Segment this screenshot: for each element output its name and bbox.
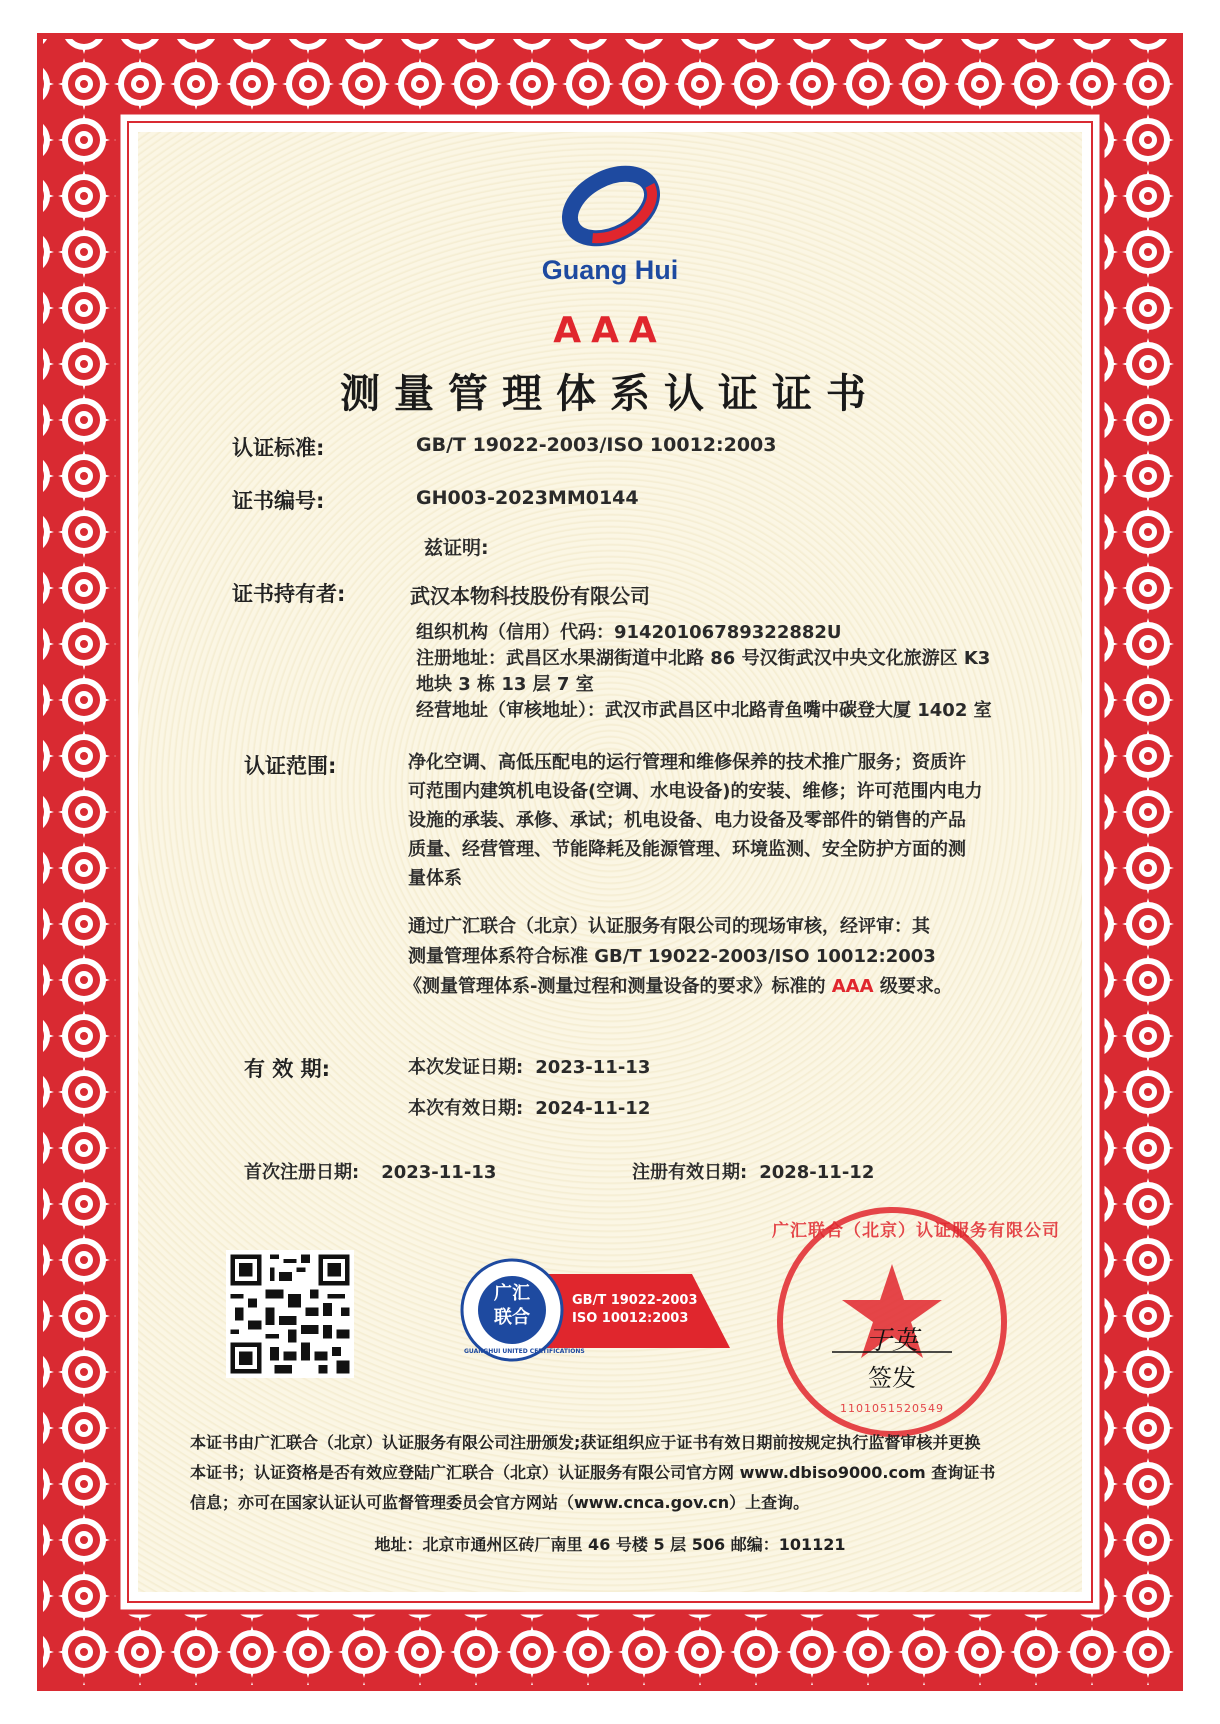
first-registration-label: 首次注册日期: [244, 1162, 360, 1183]
standard-value: GB/T 19022-2003/ISO 10012:2003 [416, 434, 777, 456]
signature: 于英 [865, 1326, 918, 1356]
holder-reg-address: 注册地址：武昌区水果湖街道中北路 86 号汉街武汉中央文化旅游区 K3 [416, 648, 991, 669]
guanghui-logo-icon [555, 160, 667, 252]
scope-line: 设施的承装、承修、承试；机电设备、电力设备及零部件的销售的产品 [408, 810, 966, 831]
issue-date-label: 本次发证日期: [408, 1057, 524, 1078]
conformity-grade: AAA [831, 976, 874, 997]
grade-mark: AAA [553, 310, 667, 351]
registration-expiry [632, 1158, 874, 1187]
valid-date: 2024-11-12 [535, 1098, 651, 1119]
registration-expiry-label: 注册有效日期: [632, 1162, 748, 1183]
footer-address: 地址：北京市通州区砖厂南里 46 号楼 5 层 506 邮编：101121 [374, 1535, 846, 1554]
validity-label: 有 效 期: [244, 1057, 331, 1081]
footer-note: 信息；亦可在国家认证认可监督管理委员会官方网站（www.cnca.gov.cn）上查询。 [190, 1493, 810, 1512]
qr-code [226, 1250, 354, 1378]
conformity-text: 级要求。 [873, 976, 952, 997]
page-title: 测量管理体系认证证书 [340, 371, 880, 417]
first-registration [244, 1158, 496, 1187]
standard-label: 认证标准: [232, 436, 325, 460]
holder-op-address: 经营地址（审核地址）：武汉市武昌区中北路青鱼嘴中碳登大厦 1402 室 [416, 700, 992, 721]
scope-line: 可范围内建筑机电设备(空调、水电设备)的安装、维修；许可范围内电力 [408, 781, 983, 802]
cert-number-value: GH003-2023MM0144 [416, 487, 639, 509]
badge-ring-text: GUANGHUI UNITED CERTIFICATIONS [464, 1348, 585, 1355]
certification-badge [460, 1258, 730, 1366]
logo-wordmark: Guang Hui [541, 255, 679, 285]
signed-text: 签发 [868, 1364, 916, 1392]
footer-note: 本证书；认证资格是否有效应登陆广汇联合（北京）认证服务有限公司官方网 www.dbiso9000.com 查询证书 [190, 1463, 996, 1482]
conformity-line: 通过广汇联合（北京）认证服务有限公司的现场审核，经评审：其 [408, 916, 930, 937]
company-seal [772, 1202, 1060, 1442]
first-registration-date: 2023-11-13 [381, 1162, 497, 1183]
badge-standards [572, 1292, 698, 1328]
valid-date-label: 本次有效日期: [408, 1098, 524, 1119]
issue-date-row [408, 1053, 650, 1082]
attest-text: 兹证明: [424, 537, 489, 559]
badge-name-line: 联合 [494, 1307, 530, 1328]
seal-number: 1101051520549 [840, 1402, 944, 1415]
conformity-line: 测量管理体系符合标准 GB/T 19022-2003/ISO 10012:2003 [408, 946, 936, 967]
badge-standard: ISO 10012:2003 [572, 1311, 689, 1326]
scope-line: 净化空调、高低压配电的运行管理和维修保养的技术推广服务；资质许 [408, 752, 966, 773]
scope-label: 认证范围: [244, 754, 337, 778]
issue-date: 2023-11-13 [535, 1057, 651, 1078]
holder-reg-address-cont: 地块 3 栋 13 层 7 室 [416, 674, 594, 695]
cert-number-label: 证书编号: [232, 489, 325, 513]
holder-label: 证书持有者: [232, 582, 346, 606]
conformity-line-grade [404, 972, 952, 1001]
holder-org-code: 组织机构（信用）代码：91420106789322882U [416, 622, 842, 643]
badge-standard: GB/T 19022-2003 [572, 1293, 698, 1308]
valid-date-row [408, 1094, 650, 1123]
badge-name [484, 1282, 540, 1330]
badge-name-line: 广汇 [494, 1283, 530, 1304]
holder-name: 武汉本物科技股份有限公司 [410, 584, 650, 608]
scope-line: 量体系 [408, 868, 462, 889]
seal-ring-text: 广汇联合（北京）认证服务有限公司 [772, 1221, 1060, 1241]
footer-note: 本证书由广汇联合（北京）认证服务有限公司注册颁发;获证组织应于证书有效日期前按规定执行监督审核并更换 [190, 1433, 981, 1452]
scope-line: 质量、经营管理、节能降耗及能源管理、环境监测、安全防护方面的测 [408, 839, 966, 860]
conformity-text: 《测量管理体系-测量过程和测量设备的要求》标准的 [404, 976, 832, 997]
registration-expiry-date: 2028-11-12 [759, 1162, 875, 1183]
